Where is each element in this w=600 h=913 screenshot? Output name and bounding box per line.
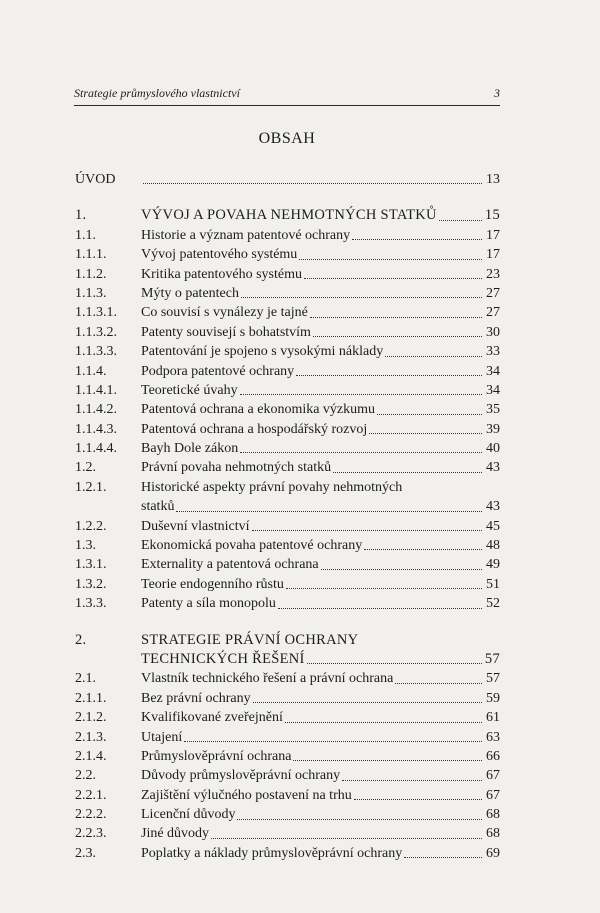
toc-page: 48 <box>486 538 500 554</box>
toc-entry <box>75 458 500 477</box>
toc-page: 57 <box>484 650 500 667</box>
toc-entry <box>75 631 500 650</box>
toc-page: 68 <box>486 807 500 823</box>
toc-number: 1.1.4.2. <box>75 402 117 418</box>
dot-leader <box>321 569 482 570</box>
toc-entry <box>75 669 500 688</box>
toc-number: 1.1.3. <box>75 285 107 301</box>
toc-entry <box>75 805 500 824</box>
toc-text: statků <box>141 499 175 515</box>
toc-entry <box>75 342 500 361</box>
toc-page: 17 <box>486 247 500 263</box>
toc-page: 51 <box>486 576 500 592</box>
toc-page: 13 <box>486 171 500 187</box>
dot-leader <box>237 819 482 820</box>
toc-text: Patenty souvisejí s bohatstvím <box>141 324 311 340</box>
toc-text: Ekonomická povaha patentové ochrany <box>141 538 363 554</box>
toc-number: 1.1. <box>75 227 96 243</box>
toc-page: 39 <box>486 421 500 437</box>
page-number: 3 <box>494 86 500 100</box>
toc-text: Průmyslověprávní ochrana <box>141 748 292 764</box>
toc-page: 52 <box>486 596 500 612</box>
toc-text: Licenční důvody <box>141 807 236 823</box>
toc-entry <box>75 323 500 342</box>
toc-text-line1: Historické aspekty právní povahy nehmotných <box>141 479 403 495</box>
dot-leader <box>240 452 482 453</box>
toc-text: VÝVOJ A POVAHA NEHMOTNÝCH STATKŮ <box>141 207 437 224</box>
dot-leader <box>404 857 482 858</box>
toc-number: 2.2. <box>75 768 96 784</box>
toc-text-line1: STRATEGIE PRÁVNÍ OCHRANY <box>141 631 359 648</box>
toc-number: 1.2.1. <box>75 479 107 495</box>
toc-number: 1.1.2. <box>75 266 107 282</box>
toc-page: 66 <box>486 748 500 764</box>
dot-leader <box>439 220 482 221</box>
toc-entry <box>75 747 500 766</box>
toc-page: 15 <box>484 207 500 224</box>
dot-leader <box>286 588 482 589</box>
toc-number: 1. <box>75 207 87 224</box>
dot-leader <box>176 511 482 512</box>
toc-text: Kvalifikované zveřejnění <box>141 710 283 726</box>
toc-number: 1.1.4. <box>75 363 107 379</box>
toc-entry <box>75 362 500 381</box>
toc-number: 1.1.3.2. <box>75 324 117 340</box>
toc-number: 2. <box>75 631 87 648</box>
toc-page: 27 <box>486 305 500 321</box>
toc-entry <box>75 708 500 727</box>
toc-entry <box>75 420 500 439</box>
dot-leader <box>299 259 482 260</box>
toc-number: 2.1.1. <box>75 690 107 706</box>
toc-entry <box>75 844 500 863</box>
running-header <box>74 86 500 101</box>
toc-entry <box>75 439 500 458</box>
toc-text: TECHNICKÝCH ŘEŠENÍ <box>141 650 305 667</box>
toc-entry <box>75 245 500 264</box>
toc-text: Teoretické úvahy <box>141 382 238 398</box>
dot-leader <box>278 608 482 609</box>
toc-entry <box>75 689 500 708</box>
toc-text: Patentová ochrana a hospodářský rozvoj <box>141 421 368 437</box>
toc-entry <box>75 786 500 805</box>
toc-number: ÚVOD <box>75 171 116 187</box>
toc-entry <box>75 226 500 245</box>
toc-entry <box>75 555 500 574</box>
toc-page: 17 <box>486 227 500 243</box>
toc-page: 67 <box>486 787 500 803</box>
toc-text: Teorie endogenního růstu <box>141 576 284 592</box>
dot-leader <box>252 530 483 531</box>
toc-number: 2.2.2. <box>75 807 107 823</box>
dot-leader <box>240 394 482 395</box>
toc-text: Vlastník technického řešení a právní ochrana <box>141 671 394 687</box>
toc-number: 1.2. <box>75 460 96 476</box>
toc-page: 61 <box>486 710 500 726</box>
dot-leader <box>307 663 482 664</box>
toc-text: Důvody průmyslověprávní ochrany <box>141 768 341 784</box>
toc-number: 1.1.3.1. <box>75 305 117 321</box>
toc-number: 1.2.2. <box>75 518 107 534</box>
toc-number: 1.1.3.3. <box>75 344 117 360</box>
table-of-contents <box>75 170 500 863</box>
toc-number: 1.1.4.4. <box>75 441 117 457</box>
toc-page: 45 <box>486 518 500 534</box>
toc-number: 2.1. <box>75 671 96 687</box>
toc-entry <box>75 825 500 844</box>
toc-entry <box>75 265 500 284</box>
toc-entry <box>75 284 500 303</box>
toc-page: 69 <box>486 845 500 861</box>
dot-leader <box>342 780 482 781</box>
toc-entry-continuation <box>75 650 500 669</box>
toc-text: Patentová ochrana a ekonomika výzkumu <box>141 402 376 418</box>
toc-number: 1.3.2. <box>75 576 107 592</box>
toc-text: Jiné důvody <box>141 826 210 842</box>
running-title: Strategie průmyslového vlastnictví <box>74 86 240 100</box>
toc-page: 43 <box>486 499 500 515</box>
toc-page: 63 <box>486 729 500 745</box>
toc-page: 49 <box>486 557 500 573</box>
toc-text: Historie a význam patentové ochrany <box>141 227 351 243</box>
toc-page: 34 <box>486 363 500 379</box>
toc-text: Externality a patentová ochrana <box>141 557 319 573</box>
dot-leader <box>352 239 482 240</box>
dot-leader <box>304 278 482 279</box>
toc-entry <box>75 206 500 225</box>
toc-entry <box>75 303 500 322</box>
toc-number: 1.3.1. <box>75 557 107 573</box>
toc-page: 30 <box>486 324 500 340</box>
toc-page: 27 <box>486 285 500 301</box>
toc-text: Co souvisí s vynálezy je tajné <box>141 305 308 321</box>
toc-entry-continuation <box>75 497 500 516</box>
toc-entry <box>75 381 500 400</box>
dot-leader <box>296 375 482 376</box>
toc-number: 2.1.2. <box>75 710 107 726</box>
toc-text: Kritika patentového systému <box>141 266 302 282</box>
toc-page: 35 <box>486 402 500 418</box>
toc-number: 1.3.3. <box>75 596 107 612</box>
toc-entry <box>75 594 500 613</box>
toc-number: 2.2.1. <box>75 787 107 803</box>
toc-number: 2.2.3. <box>75 826 107 842</box>
toc-text: Bez právní ochrany <box>141 690 251 706</box>
toc-entry <box>75 170 500 189</box>
dot-leader <box>364 549 482 550</box>
toc-page: 34 <box>486 382 500 398</box>
toc-text: Právní povaha nehmotných statků <box>141 460 332 476</box>
toc-number: 2.1.4. <box>75 748 107 764</box>
toc-text: Utajení <box>141 729 183 745</box>
dot-leader <box>354 799 482 800</box>
dot-leader <box>310 317 482 318</box>
toc-text: Patentování je spojeno s vysokými náklady <box>141 344 384 360</box>
toc-page: 33 <box>486 344 500 360</box>
toc-text: Bayh Dole zákon <box>141 441 239 457</box>
dot-leader <box>385 356 482 357</box>
toc-text: Duševní vlastnictví <box>141 518 250 534</box>
dot-leader <box>211 838 482 839</box>
toc-number: 2.3. <box>75 845 96 861</box>
toc-text: Poplatky a náklady průmyslověprávní ochrany <box>141 845 403 861</box>
toc-number: 1.1.4.3. <box>75 421 117 437</box>
dot-leader <box>369 433 482 434</box>
toc-entry <box>75 766 500 785</box>
toc-number: 1.1.1. <box>75 247 107 263</box>
toc-page: 23 <box>486 266 500 282</box>
toc-page: 67 <box>486 768 500 784</box>
toc-text: Podpora patentové ochrany <box>141 363 295 379</box>
toc-entry <box>75 478 500 497</box>
toc-entry <box>75 400 500 419</box>
dot-leader <box>293 760 482 761</box>
dot-leader <box>333 472 482 473</box>
toc-page: 40 <box>486 441 500 457</box>
toc-number: 2.1.3. <box>75 729 107 745</box>
toc-text: Patenty a síla monopolu <box>141 596 276 612</box>
toc-entry <box>75 517 500 536</box>
toc-page: 59 <box>486 690 500 706</box>
dot-leader <box>184 741 482 742</box>
dot-leader <box>285 722 482 723</box>
dot-leader <box>395 683 482 684</box>
toc-number: 1.1.4.1. <box>75 382 117 398</box>
header-rule <box>74 105 500 106</box>
toc-text: Zajištění výlučného postavení na trhu <box>141 787 352 803</box>
dot-leader <box>313 336 482 337</box>
toc-page: 57 <box>486 671 500 687</box>
dot-leader <box>253 702 482 703</box>
dot-leader <box>377 414 482 415</box>
toc-page: 68 <box>486 826 500 842</box>
dot-leader <box>143 183 482 184</box>
dot-leader <box>241 297 482 298</box>
toc-title: OBSAH <box>258 130 316 147</box>
toc-entry <box>75 728 500 747</box>
toc-number: 1.3. <box>75 538 96 554</box>
toc-page: 43 <box>486 460 500 476</box>
toc-entry <box>75 575 500 594</box>
toc-text: Vývoj patentového systému <box>141 247 298 263</box>
toc-entry <box>75 536 500 555</box>
toc-text: Mýty o patentech <box>141 285 239 301</box>
